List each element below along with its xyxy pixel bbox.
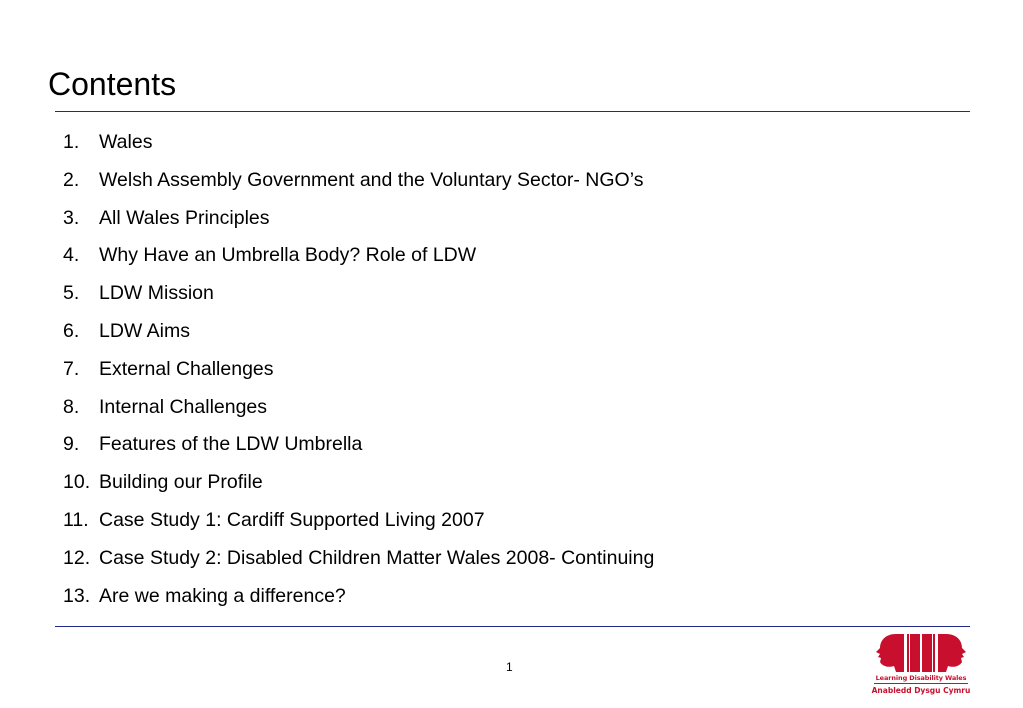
ldw-logo (866, 630, 976, 700)
item-number: 12. (63, 546, 91, 569)
logo-text-welsh: Anabledd Dysgu Cymru (871, 686, 971, 695)
item-label: Are we making a difference? (99, 584, 346, 607)
logo-text-english: Learning Disability Wales (875, 674, 967, 682)
item-number: 10. (63, 471, 91, 494)
list-item (63, 317, 654, 355)
list-item (63, 166, 654, 204)
list-item (63, 506, 654, 544)
item-label: Wales (99, 131, 153, 153)
item-number: 5. (63, 282, 80, 305)
list-item (63, 393, 654, 431)
item-number: 6. (63, 319, 80, 342)
logo-divider (874, 683, 968, 684)
list-item (63, 128, 654, 166)
contents-list (63, 128, 654, 619)
item-number: 9. (63, 433, 80, 456)
item-label: Case Study 2: Disabled Children Matter Wales 2008- Continuing (99, 546, 655, 569)
item-label: External Challenges (99, 357, 274, 380)
item-number: 1. (63, 131, 80, 153)
list-item (63, 355, 654, 393)
item-label: Welsh Assembly Government and the Voluntary Sector- NGO’s (99, 168, 644, 191)
list-item (63, 582, 654, 620)
item-label: Why Have an Umbrella Body? Role of LDW (99, 244, 477, 267)
faces-icon (866, 630, 976, 674)
list-item (63, 279, 654, 317)
item-number: 13. (63, 584, 91, 607)
item-label: Features of the LDW Umbrella (99, 433, 363, 456)
item-label: Building our Profile (99, 471, 263, 494)
item-label: Internal Challenges (99, 395, 268, 418)
item-label: LDW Aims (99, 319, 191, 342)
item-number: 3. (63, 206, 80, 229)
item-label: Case Study 1: Cardiff Supported Living 2007 (99, 508, 485, 531)
list-item (63, 544, 654, 582)
item-number: 7. (63, 357, 80, 380)
list-item (63, 241, 654, 279)
page-number: 1 (506, 660, 513, 674)
item-number: 4. (63, 244, 80, 267)
footer-divider (55, 626, 970, 627)
item-number: 8. (63, 395, 80, 418)
item-number: 2. (63, 168, 80, 191)
list-item (63, 430, 654, 468)
item-label: All Wales Principles (99, 206, 270, 229)
list-item (63, 204, 654, 242)
item-number: 11. (63, 508, 89, 531)
title-divider (55, 111, 970, 112)
item-label: LDW Mission (99, 282, 214, 305)
page-title: Contents (48, 66, 177, 102)
list-item (63, 468, 654, 506)
